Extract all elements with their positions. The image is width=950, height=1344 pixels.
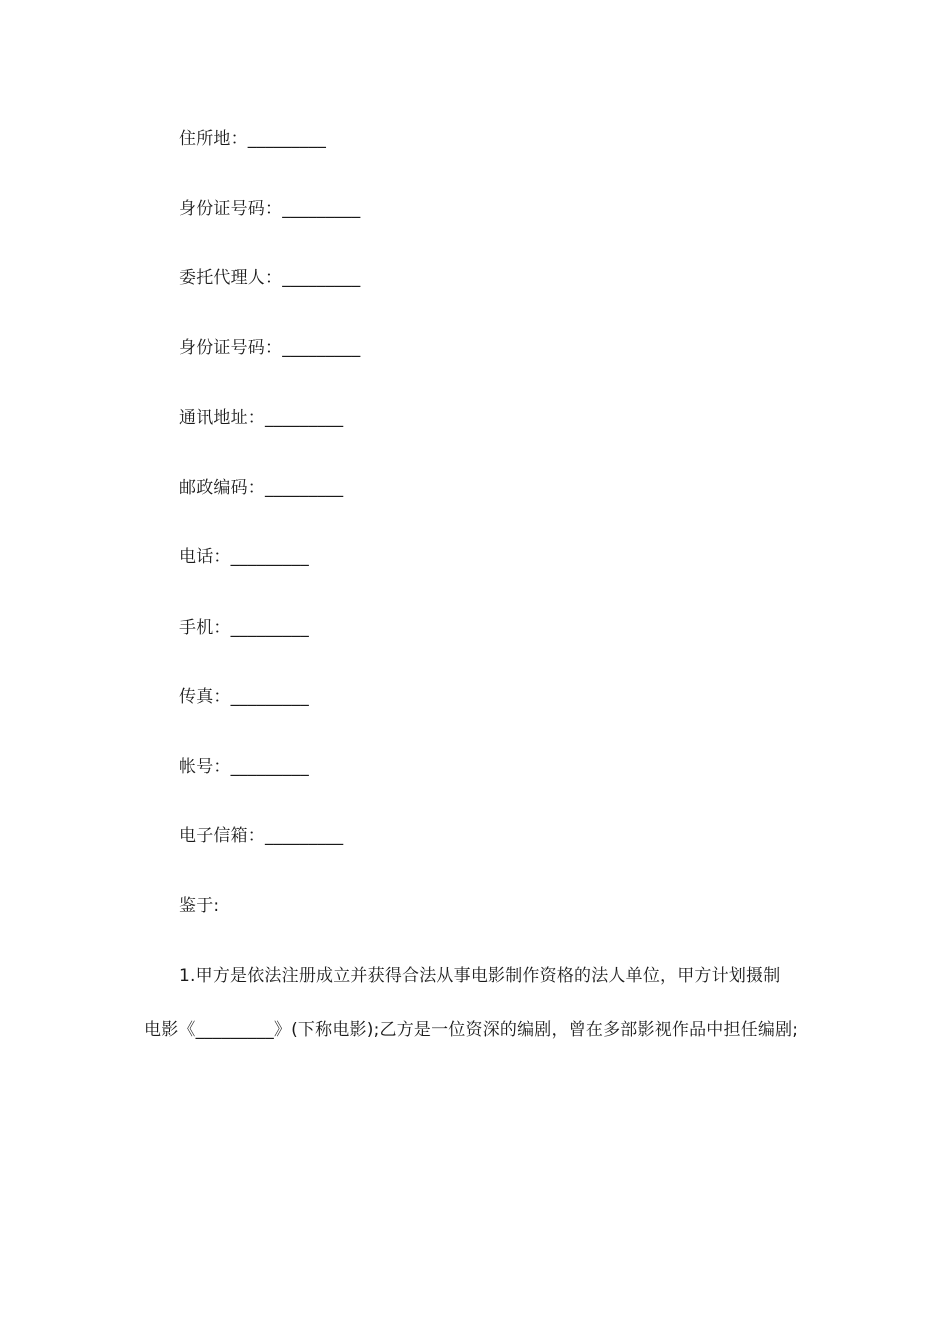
field-fax: 传真：_________ [179, 687, 309, 707]
field-email: 电子信箱：_________ [179, 826, 344, 846]
field-mailing-address: 通讯地址：_________ [179, 408, 344, 428]
whereas-label: 鉴于: [179, 896, 220, 916]
field-id-number: 身份证号码：_________ [179, 199, 361, 219]
field-phone: 电话：_________ [179, 547, 309, 567]
paragraph-1-line-1: 1.甲方是依法注册成立并获得合法从事电影制作资格的法人单位，甲方计划摄制 [179, 966, 781, 986]
paragraph-1-line-2: 电影《_________》(下称电影);乙方是一位资深的编剧，曾在多部影视作品中担任编剧; [144, 1020, 799, 1040]
field-authorized-agent: 委托代理人：_________ [179, 268, 361, 288]
field-agent-id-number: 身份证号码：_________ [179, 338, 361, 358]
field-account: 帐号：_________ [179, 757, 309, 777]
field-mobile: 手机：_________ [179, 618, 309, 638]
field-postal-code: 邮政编码：_________ [179, 478, 344, 498]
field-residence: 住所地：_________ [179, 129, 327, 149]
